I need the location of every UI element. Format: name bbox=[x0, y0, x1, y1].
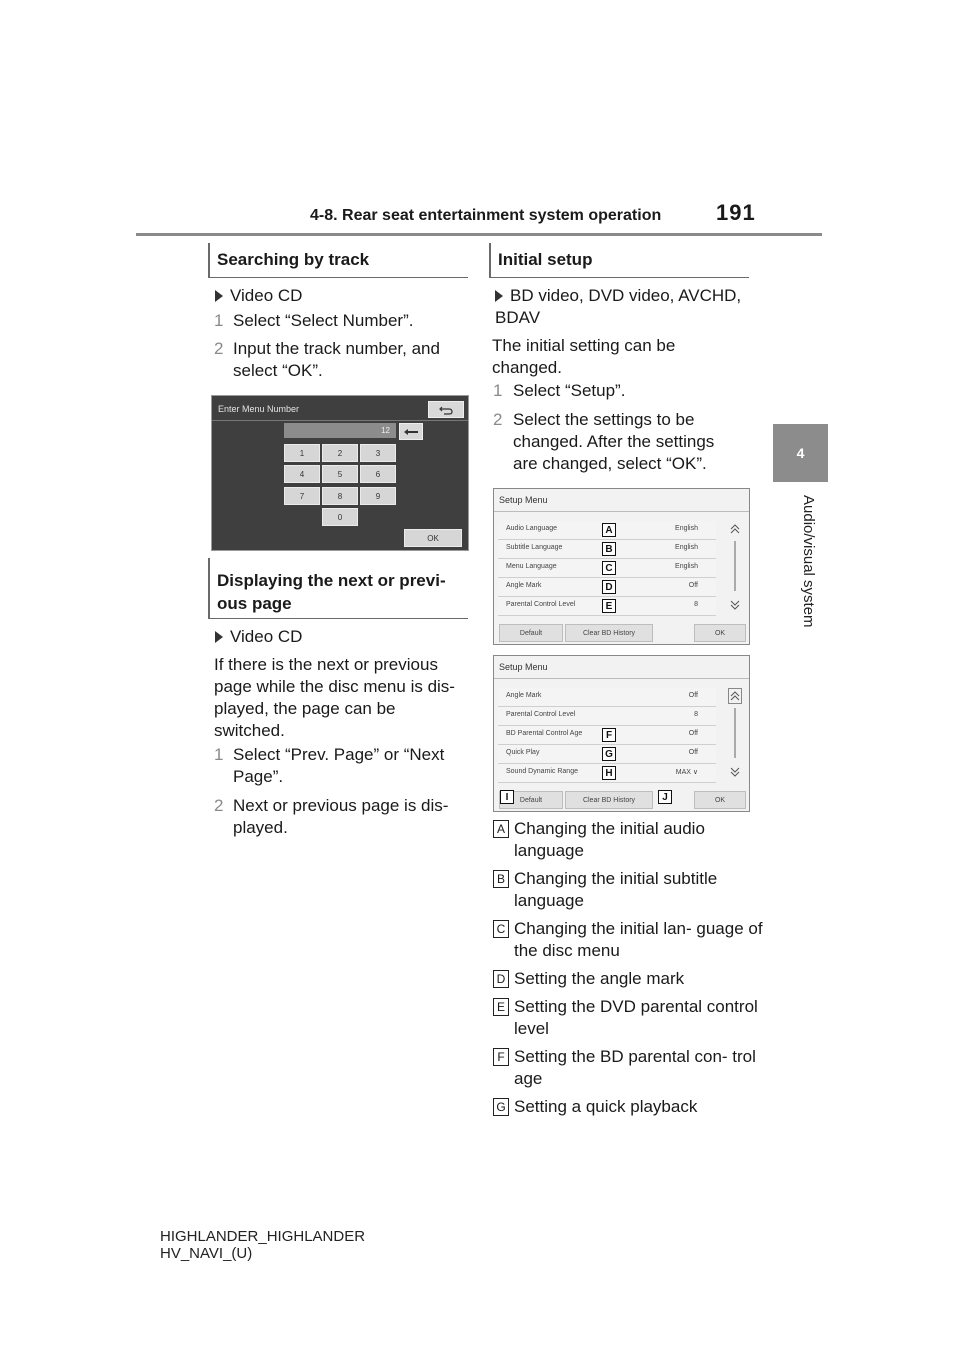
row-angle-mark[interactable]: Angle Mark Off D bbox=[498, 578, 716, 597]
header-rule bbox=[136, 233, 822, 236]
screen-title: Enter Menu Number bbox=[218, 404, 300, 414]
row-parental-control-level[interactable]: Parental Control Level 8 bbox=[498, 707, 716, 726]
row-menu-language[interactable]: Menu Language English C bbox=[498, 559, 716, 578]
setup-divider bbox=[494, 511, 749, 512]
section-rule bbox=[208, 618, 468, 619]
setup-divider bbox=[494, 678, 749, 679]
step-1: 1 Select “Select Number”. bbox=[214, 311, 414, 330]
triangle-bullet-icon bbox=[495, 290, 503, 302]
default-button[interactable]: Default bbox=[499, 624, 563, 642]
callout-i: I bbox=[500, 790, 514, 804]
section-rule bbox=[489, 277, 749, 278]
callout-c: C bbox=[602, 561, 616, 575]
callout-j: J bbox=[658, 790, 672, 804]
scrollbar[interactable] bbox=[728, 688, 742, 780]
number-display: 12 bbox=[284, 423, 396, 438]
triangle-bullet-icon bbox=[215, 290, 223, 302]
clear-bd-history-button[interactable]: Clear BD History bbox=[565, 791, 653, 809]
header-title: 4-8. Rear seat entertainment system operation bbox=[310, 207, 662, 224]
enter-menu-number-screen bbox=[211, 395, 469, 551]
key-0[interactable]: 0 bbox=[322, 508, 358, 526]
backspace-arrow-icon bbox=[403, 428, 419, 436]
step-1-setup: 1 Select “Setup”. bbox=[493, 381, 626, 400]
callout-g: G bbox=[602, 747, 616, 761]
step-2: 2 Input the track number, and select “OK”. bbox=[214, 339, 440, 380]
key-6[interactable]: 6 bbox=[360, 465, 396, 483]
screen-divider bbox=[212, 420, 468, 421]
row-angle-mark[interactable]: Angle Mark Off bbox=[498, 688, 716, 707]
scroll-arrows-icon bbox=[728, 521, 742, 613]
key-7[interactable]: 7 bbox=[284, 487, 320, 505]
row-sound-dynamic-range[interactable]: Sound Dynamic Range MAX ∨ H bbox=[498, 764, 716, 783]
default-button[interactable]: Default bbox=[499, 791, 563, 809]
section-rule bbox=[208, 277, 468, 278]
scrollbar[interactable] bbox=[728, 521, 742, 613]
callout-e: E bbox=[602, 599, 616, 613]
row-bd-parental-control-age[interactable]: BD Parental Control Age Off F bbox=[498, 726, 716, 745]
footer: HIGHLANDER_HIGHLANDER HV_NAVI_(U) bbox=[160, 1228, 366, 1262]
step-2-next-prev: 2 Next or previous page is dis- played. bbox=[214, 796, 449, 837]
section-title-initial-setup: Initial setup bbox=[498, 250, 593, 269]
row-audio-language[interactable]: Audio Language English A bbox=[498, 521, 716, 540]
row-quick-play[interactable]: Quick Play Off G bbox=[498, 745, 716, 764]
section-bar bbox=[208, 558, 210, 618]
key-2[interactable]: 2 bbox=[322, 444, 358, 462]
paragraph-next-prev: If there is the next or previous page while the disc menu is dis- played, the page can be switched. bbox=[214, 655, 455, 740]
ok-button[interactable]: OK bbox=[694, 791, 746, 809]
section-title-next-prev: Displaying the next or previ- ous page bbox=[217, 571, 446, 613]
row-subtitle-language[interactable]: Subtitle Language English B bbox=[498, 540, 716, 559]
bullet-bd-video: BD video, DVD video, AVCHD, BDAV bbox=[495, 286, 742, 327]
callout-h: H bbox=[602, 766, 616, 780]
setup-menu-title: Setup Menu bbox=[499, 495, 548, 505]
backspace-button[interactable] bbox=[399, 423, 423, 440]
callout-f: F bbox=[602, 728, 616, 742]
key-9[interactable]: 9 bbox=[360, 487, 396, 505]
page-number: 191 bbox=[716, 200, 756, 225]
key-4[interactable]: 4 bbox=[284, 465, 320, 483]
setup-menu-title: Setup Menu bbox=[499, 662, 548, 672]
section-bar bbox=[208, 243, 210, 277]
chapter-tab: 4 bbox=[773, 424, 828, 482]
bullet-video-cd: Video CD bbox=[215, 285, 302, 307]
setup-menu-screen-2 bbox=[493, 655, 750, 812]
callout-b: B bbox=[602, 542, 616, 556]
back-arrow-icon bbox=[439, 405, 453, 415]
clear-bd-history-button[interactable]: Clear BD History bbox=[565, 624, 653, 642]
bullet-video-cd-2: Video CD bbox=[215, 626, 302, 648]
ok-button[interactable]: OK bbox=[694, 624, 746, 642]
key-5[interactable]: 5 bbox=[322, 465, 358, 483]
callout-a: A bbox=[602, 523, 616, 537]
scroll-arrows-icon bbox=[728, 688, 742, 780]
key-8[interactable]: 8 bbox=[322, 487, 358, 505]
key-3[interactable]: 3 bbox=[360, 444, 396, 462]
ok-button[interactable]: OK bbox=[404, 529, 462, 547]
paragraph-initial-setting: The initial setting can be changed. bbox=[492, 336, 676, 377]
chapter-label: Audio/visual system bbox=[800, 495, 817, 628]
key-1[interactable]: 1 bbox=[284, 444, 320, 462]
step-2-setup: 2 Select the settings to be changed. After the settings are changed, select “OK”. bbox=[493, 410, 715, 473]
back-button[interactable] bbox=[428, 401, 464, 418]
section-title-searching: Searching by track bbox=[217, 250, 370, 269]
step-1-next-prev: 1 Select “Prev. Page” or “Next Page”. bbox=[214, 745, 445, 786]
triangle-bullet-icon bbox=[215, 631, 223, 643]
setup-menu-screen-1 bbox=[493, 488, 750, 645]
row-parental-control-level[interactable]: Parental Control Level 8 E bbox=[498, 597, 716, 616]
section-bar bbox=[489, 243, 491, 277]
callout-d: D bbox=[602, 580, 616, 594]
